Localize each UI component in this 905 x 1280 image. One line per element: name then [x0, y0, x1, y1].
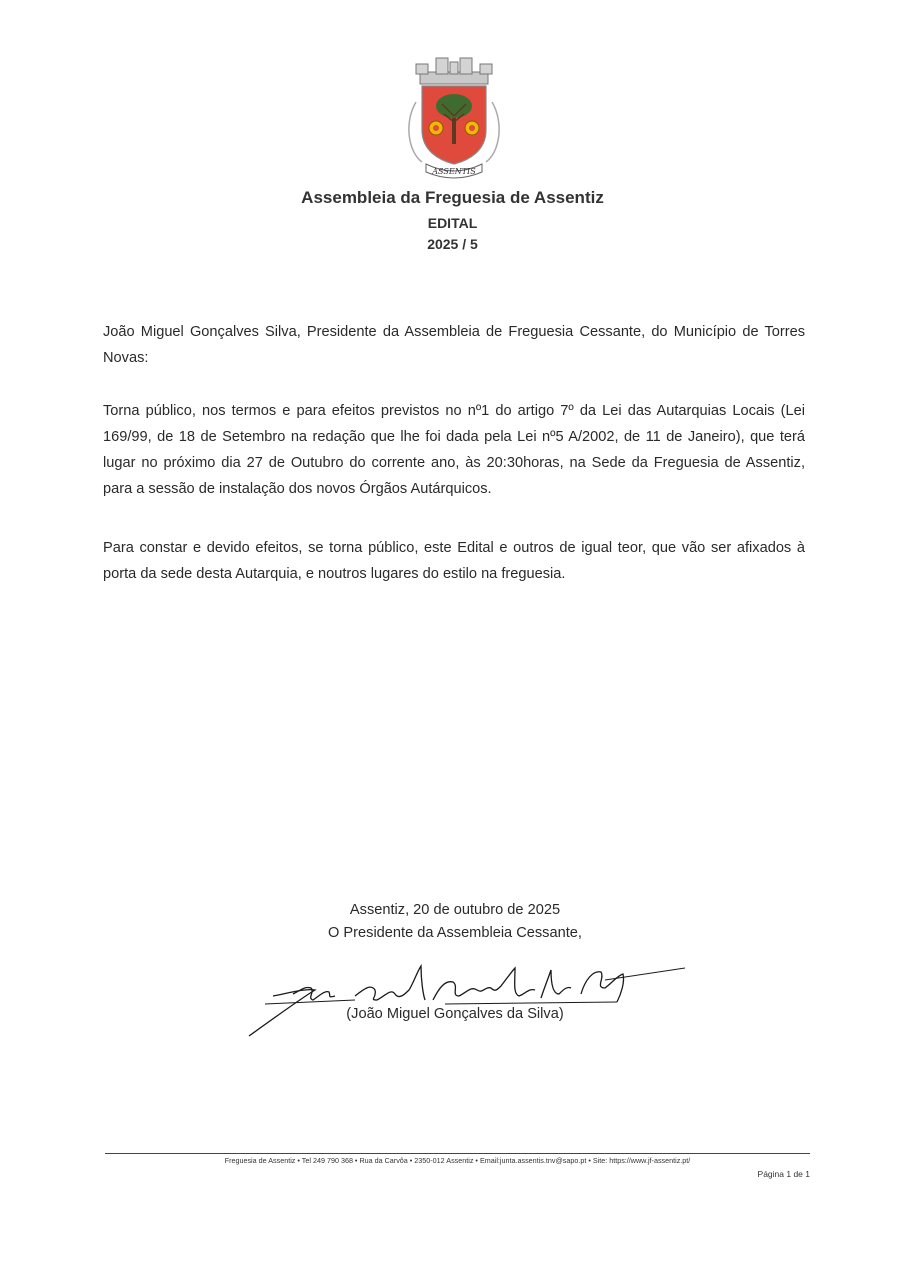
page-title: Assembleia da Freguesia de Assentiz: [301, 188, 604, 207]
signatory-role: O Presidente da Assembleia Cessante,: [328, 925, 582, 941]
place-and-date: Assentiz, 20 de outubro de 2025: [349, 902, 561, 918]
paragraph-author: João Miguel Gonçalves Silva, Presidente da Assembleia de Freguesia Cessante, do Município de Torres Novas:: [103, 324, 805, 366]
handwritten-signature: [245, 960, 690, 1040]
signatory-name: (João Miguel Gonçalves da Silva): [346, 1006, 564, 1022]
paragraph-announcement: Torna público, nos termos e para efeitos previstos no nº1 do artigo 7º da Lei das Autarquias Locais (Lei 169/99, de 18 de Setembro na redação que lhe foi dada pela Lei nº5 A/2002, de 11 de Janeiro), que terá lugar no próximo dia 27 de Outubro do corrente ano, às 20:30horas, na Sede da Freguesia de Assentiz, para a sessão de instalação dos novos Órgãos Autárquicos.: [103, 403, 805, 497]
page-number: Página 1 de 1: [757, 1169, 810, 1179]
crest-motto-text: ASSENTIS: [432, 167, 476, 176]
footer-contacts: Freguesia de Assentiz • Tel 249 790 368 • Rua da Carvôa • 2350-012 Assentiz • Email:junta.assentis.tnv@sapo.pt • Site: https://www.jf-assentiz.pt/: [224, 1156, 691, 1165]
crest-motto: [398, 52, 510, 180]
paragraph-closing: Para constar e devido efeitos, se torna público, este Edital e outros de igual teor, que vão ser afixados à porta da sede desta Autarquia, e noutros lugares do estilo na freguesia.: [103, 540, 805, 582]
document-type: EDITAL: [427, 215, 478, 231]
footer-divider: [105, 1153, 810, 1154]
document-number: 2025 / 5: [427, 236, 478, 252]
